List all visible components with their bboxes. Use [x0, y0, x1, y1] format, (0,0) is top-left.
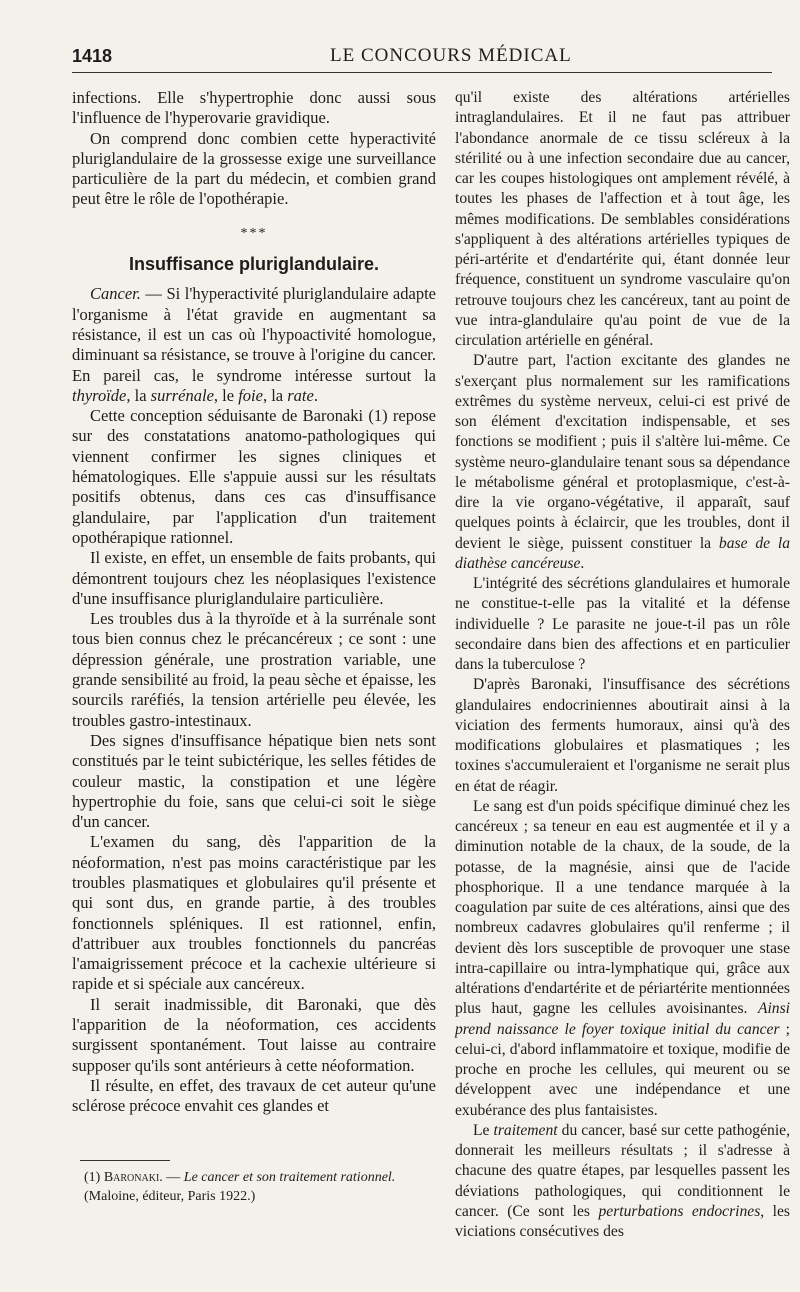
paragraph-lead: Cancer. — [90, 284, 141, 304]
paragraph: qu'il existe des altérations artérielles intraglandulaires. Et il ne faut pas attribuer l'abondance anormale de ce tissu scléreux à la stérilité ou à une infection secondaire due au cancer, car les coupes histologiques ont amplement révélé, à toutes les phases de l'affection et à tout âge, les mêmes modifications. De semblables considérations s'appliquent à des altérations artérielles typiques de péri-artérite et d'endartérite qui, étant donnée leur fréquence, constituent un syndrome vasculaire qu'on retrouve toujours chez les cancéreux, tant au point de vue intra-glandulaire qu'au point de vue de la circulation artérielle en général. — [455, 89, 790, 349]
paragraph: Le traitement du cancer, basé sur cette pathogénie, donnerait les meilleurs résultats ; il s'adresse à chacune des quatre étapes, par lesquelles passent les déviations pathologiques, qui conditionnent le cancer. (Ce sont les perturbations endocrines, les viciations consécutives des — [455, 1121, 790, 1240]
paragraph: L'intégrité des sécrétions glandulaires et humorale ne constitue-t-elle pas la vitalité et la défense individuelle ? Le parasite ne joue-t-il pas un rôle secondaire dans bien des affections et en particulier dans la tuberculose ? — [455, 575, 790, 673]
paragraph: L'examen du sang, dès l'apparition de la néoformation, n'est pas moins caractéristique par les troubles plasmatiques et globulaires qu'il présente et qui sont dus, en grande partie, à des troubles fonctionnels spléniques. Il est rationnel, enfin, d'attribuer aux troubles fonctionnels du pancréas l'amaigrissement précoce et la cachexie ultérieure si rapide et si spéciale aux cancéreux. — [72, 832, 436, 994]
paragraph: Il serait inadmissible, dit Baronaki, que dès l'apparition de la néoformation, ces accidents surgissent spontanément. Tout laisse au contraire supposer qu'ils sont antérieurs à cette néoformation. — [72, 994, 436, 1075]
page-header — [72, 40, 772, 73]
footnote: (1) Baronaki. — Le cancer et son traitement rationnel. (Maloine, éditeur, Paris 1922.) — [84, 1170, 396, 1204]
paragraph-cancer: Cancer. — Si l'hyperactivité pluriglandulaire adapte l'organisme à l'état gravide en augmentant sa résistance, il est un cas où l'hypoactivité homologue, diminuant sa résistance, se trouve à l'origine du cancer. En pareil cas, le syndrome intéresse surtout la thyroïde, la surrénale, le foie, la rate. — [72, 284, 436, 405]
paragraph: Il existe, en effet, un ensemble de faits probants, qui démontrent toujours chez les néoplasiques l'existence d'une insuffisance pluriglandulaire particulière. — [72, 548, 436, 608]
footnote-title: Le cancer et son traitement rationnel. — [183, 1170, 396, 1185]
paragraph: On comprend donc combien cette hyperactivité pluriglandulaire de la grossesse exige une surveillance particulière de la part du médecin, et combien grand peut être le rôle de l'opothérapie. — [72, 128, 436, 209]
journal-title: LE CONCOURS MÉDICAL — [330, 45, 572, 66]
paragraph: D'autre part, l'action excitante des glandes ne s'exerçant plus normalement sur les ramifications extrêmes du système nerveux, celui-ci est privé de son élément d'excitation indispensable, et ses fonctions se modifient ; puis il s'altère lui-même. Ce système neuro-glandulaire tenant sous sa dépendance le métabolisme général et protoplasmique, c'est-à-dire la vie organo-végétative, il apparaît, sauf quelques points à éclaircir, que les troubles, dont il devient le siège, puissent constituer la base de la diathèse cancéreuse. — [455, 352, 791, 572]
right-column — [455, 88, 790, 1242]
footnote-author: Baronaki. — [103, 1170, 163, 1185]
paragraph: Les troubles dus à la thyroïde et à la surrénale sont tous bien connus chez le précancéreux ; ce sont : une dépression générale, une prostration variable, une grande sensibilité au froid, la peau sèche et épaisse, les sourcils raréfiés, la tension artérielle peu élevée, les troubles gastro-intestinaux. — [72, 609, 436, 730]
paragraph: infections. Elle s'hypertrophie donc aussi sous l'influence de l'hyperovarie gravidique. — [72, 88, 436, 128]
section-separator-asterism: *** — [240, 225, 268, 241]
paragraph: D'après Baronaki, l'insuffisance des sécrétions glandulaires endocriniennes aboutirait ainsi à la viciation des ferments humoraux, ainsi qu'à des modifications globulaires et plasmatiques ; les toxines s'accumuleraient et l'organisme ne serait plus en état de réagir. — [455, 676, 790, 795]
paragraph: Il résulte, en effet, des travaux de cet auteur qu'une sclérose précoce envahit ces glandes et — [72, 1075, 436, 1116]
footnote-divider — [80, 1160, 170, 1161]
footnote-publisher: (Maloine, éditeur, Paris 1922.) — [84, 1189, 256, 1204]
section-heading: Insuffisance pluriglandulaire. — [128, 254, 380, 275]
paragraph: Cette conception séduisante de Baronaki (1) repose sur des constatations anatomo-pathologiques qui viennent confirmer les signes cliniques et hématologiques. Elle s'appuie aussi sur les résultats positifs obtenus, dans ces cas d'insuffisance glandulaire, par l'application d'un traitement opothérapique rationnel. — [72, 406, 436, 547]
paragraph: Le sang est d'un poids spécifique diminué chez les cancéreux ; sa teneur en eau est augmentée et il y a diminution notable de la chaux, de la soude, de la potasse, de la magnésie, ainsi que de l'acide phosphorique. Il a une tendance marquée à la coagulation par suite de ces altérations, ainsi que des nombreux cadavres globulaires qu'il renferme ; il devient dès lors susceptible de provoquer une stase intra-capillaire ou intra-lymphatique qui, grâce aux altérations d'endartérite et de périartérite mentionnées plus haut, gagne les cellules avoisinantes. Ainsi prend naissance le foyer toxique initial du cancer ; celui-ci, d'abord inflammatoire et toxique, modifie de proche en proche les cellules, qui meurent ou se développent avec une indépendance et une exubérance des plus fantaisistes. — [455, 797, 791, 1119]
left-column — [72, 88, 436, 1117]
paragraph: Des signes d'insuffisance hépatique bien nets sont constitués par le teint subictérique, les selles fétides de couleur mastic, la constipation et une légère hypertrophie du foie, sans que celui-ci soit le siège d'un cancer. — [72, 730, 436, 832]
page-number: 1418 — [72, 46, 113, 66]
